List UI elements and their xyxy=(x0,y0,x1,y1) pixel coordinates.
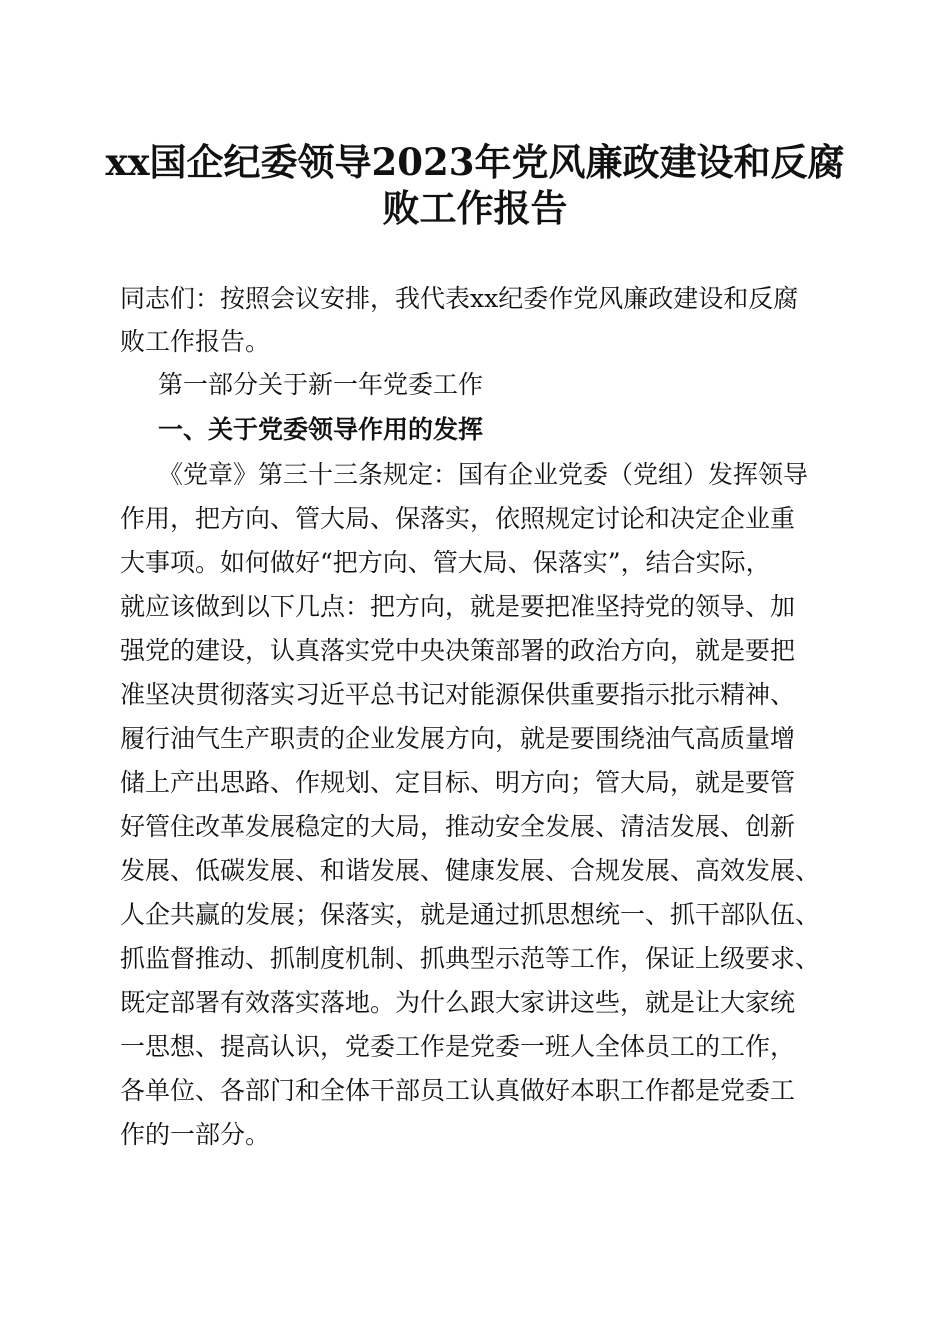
body-line: 好管住改革发展稳定的大局，推动安全发展、清洁发展、创新 xyxy=(120,812,796,841)
body-line: 一思想、提高认识，党委工作是党委一班人全体员工的工作， xyxy=(120,1032,796,1061)
body-line: 发展、低碳发展、和谐发展、健康发展、合规发展、高效发展、 xyxy=(120,856,821,885)
document-title-line-2: 败工作报告 xyxy=(382,186,568,230)
body-line: 各单位、各部门和全体干部员工认真做好本职工作都是党委工 xyxy=(120,1076,796,1105)
body-line: 既定部署有效落实落地。为什么跟大家讲这些，就是让大家统 xyxy=(120,988,796,1017)
body-line: 就应该做到以下几点：把方向，就是要把准坚持党的领导、加 xyxy=(120,592,796,621)
body-line: 准坚决贯彻落实习近平总书记对能源保供重要指示批示精神、 xyxy=(120,680,796,709)
body-line: 强党的建设，认真落实党中央决策部署的政治方向，就是要把 xyxy=(120,636,796,665)
body-line: 作的一部分。 xyxy=(120,1120,271,1149)
section-heading: 一、关于党委领导作用的发挥 xyxy=(158,415,484,444)
body-line: 储上产出思路、作规划、定目标、明方向；管大局，就是要管 xyxy=(120,768,796,797)
document-title-line-1: xx国企纪委领导2023年党风廉政建设和反腐 xyxy=(105,140,845,184)
part-heading: 第一部分关于新一年党委工作 xyxy=(158,370,484,399)
opening-paragraph-line-1: 同志们：按照会议安排，我代表xx纪委作党风廉政建设和反腐 xyxy=(120,284,799,313)
body-line: 履行油气生产职责的企业发展方向，就是要围绕油气高质量增 xyxy=(120,724,796,753)
body-line: 大事项。如何做好“把方向、管大局、保落实”，结合实际， xyxy=(120,548,771,577)
opening-paragraph-line-2: 败工作报告。 xyxy=(120,327,271,356)
body-line: 《党章》第三十三条规定：国有企业党委（党组）发挥领导 xyxy=(158,460,809,489)
body-line: 抓监督推动、抓制度机制、抓典型示范等工作，保证上级要求、 xyxy=(120,944,821,973)
body-line: 作用，把方向、管大局、保落实，依照规定讨论和决定企业重 xyxy=(120,504,796,533)
body-line: 人企共赢的发展；保落实，就是通过抓思想统一、抓干部队伍、 xyxy=(120,900,821,929)
